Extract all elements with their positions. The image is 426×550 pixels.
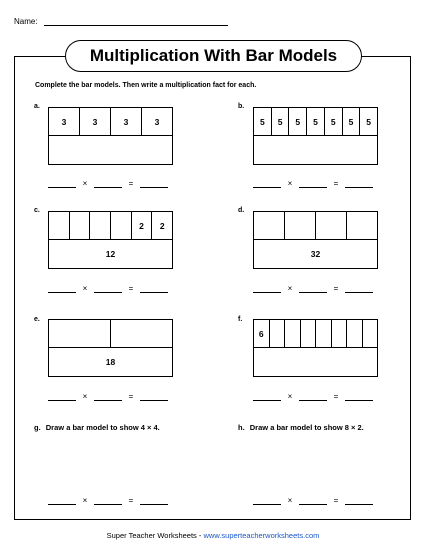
problem-a-label: a. (34, 103, 40, 110)
answer-blank[interactable] (253, 392, 281, 401)
times-sign: × (82, 284, 88, 293)
bar-cell[interactable] (49, 212, 70, 239)
bar-cell[interactable] (301, 320, 317, 347)
bar-model-c-cells (49, 212, 172, 240)
times-sign: × (287, 284, 293, 293)
equals-sign: = (333, 392, 339, 401)
answer-line-f (253, 392, 373, 401)
answer-blank[interactable] (253, 496, 281, 505)
equals-sign: = (128, 284, 134, 293)
problem-c-label: c. (34, 207, 40, 214)
bar-cell[interactable] (285, 320, 301, 347)
equals-sign: = (333, 179, 339, 188)
answer-line-b (253, 179, 373, 188)
bar-total: 12 (105, 249, 116, 259)
answer-line-g (48, 496, 168, 505)
bar-model-b (253, 107, 378, 165)
bar-cell[interactable] (90, 212, 111, 239)
bar-cell[interactable] (49, 320, 111, 347)
bar-cell: 2 (132, 212, 153, 239)
equals-sign: = (333, 284, 339, 293)
answer-blank[interactable] (345, 179, 373, 188)
answer-blank[interactable] (140, 284, 168, 293)
bar-cell[interactable] (316, 212, 347, 239)
bar-cell[interactable] (332, 320, 348, 347)
bar-cell[interactable] (347, 212, 377, 239)
answer-blank[interactable] (345, 284, 373, 293)
worksheet-title: Multiplication With Bar Models (65, 40, 362, 72)
answer-blank[interactable] (94, 179, 122, 188)
bar-cell: 5 (254, 108, 272, 135)
bar-model-f-cells (254, 320, 377, 348)
bar-total[interactable] (254, 136, 377, 164)
times-sign: × (287, 392, 293, 401)
bar-cell: 5 (366, 116, 372, 127)
answer-line-e (48, 392, 168, 401)
answer-blank[interactable] (299, 496, 327, 505)
bar-cell: 3 (49, 108, 80, 135)
bar-cell[interactable] (347, 320, 363, 347)
bar-cell[interactable] (316, 320, 332, 347)
bar-model-f (253, 319, 378, 377)
answer-blank[interactable] (94, 392, 122, 401)
instructions: Complete the bar models. Then write a multiplication fact for each. (35, 82, 257, 89)
times-sign: × (82, 496, 88, 505)
footer-brand: Super Teacher Worksheets - (106, 531, 204, 540)
answer-blank[interactable] (345, 496, 373, 505)
name-label: Name: (14, 17, 38, 26)
problem-h-text: Draw a bar model to show 8 × 2. (249, 423, 364, 432)
answer-blank[interactable] (299, 284, 327, 293)
bar-total: 18 (105, 357, 116, 367)
equals-sign: = (128, 179, 134, 188)
answer-line-a (48, 179, 168, 188)
bar-total[interactable] (49, 136, 172, 164)
answer-line-c (48, 284, 168, 293)
answer-blank[interactable] (140, 392, 168, 401)
problem-h (238, 423, 364, 432)
bar-cell[interactable] (254, 212, 285, 239)
bar-cell[interactable] (111, 320, 172, 347)
problem-g-text: Draw a bar model to show 4 × 4. (45, 423, 160, 432)
footer (0, 531, 426, 540)
answer-blank[interactable] (140, 179, 168, 188)
problem-f-label: f. (238, 316, 243, 323)
bar-total: 32 (310, 249, 321, 259)
times-sign: × (287, 496, 293, 505)
bar-cell: 5 (325, 108, 343, 135)
problem-g-label: g. (34, 423, 41, 432)
answer-blank[interactable] (299, 179, 327, 188)
bar-cell: 6 (254, 320, 270, 347)
footer-link[interactable]: www.superteacherworksheets.com (203, 531, 320, 540)
problem-h-label: h. (238, 423, 245, 432)
bar-model-e (48, 319, 173, 377)
answer-line-d (253, 284, 373, 293)
name-line (44, 25, 228, 26)
equals-sign: = (128, 496, 134, 505)
bar-model-a (48, 107, 173, 165)
bar-cell[interactable] (270, 320, 286, 347)
answer-line-h (253, 496, 373, 505)
bar-total[interactable] (254, 348, 377, 376)
times-sign: × (82, 392, 88, 401)
times-sign: × (287, 179, 293, 188)
answer-blank[interactable] (253, 284, 281, 293)
problem-g (34, 423, 160, 432)
bar-cell[interactable] (111, 212, 132, 239)
bar-cell[interactable] (363, 320, 378, 347)
answer-blank[interactable] (140, 496, 168, 505)
answer-blank[interactable] (48, 496, 76, 505)
answer-blank[interactable] (253, 179, 281, 188)
problem-d-label: d. (238, 207, 245, 214)
bar-model-d (253, 211, 378, 269)
bar-cell: 5 (307, 108, 325, 135)
bar-model-a-cells (49, 108, 172, 136)
answer-blank[interactable] (48, 179, 76, 188)
bar-model-b-cells (254, 108, 377, 136)
bar-model-c (48, 211, 173, 269)
answer-blank[interactable] (299, 392, 327, 401)
bar-cell: 5 (289, 108, 307, 135)
times-sign: × (82, 179, 88, 188)
bar-model-d-cells (254, 212, 377, 240)
bar-cell: 2 (159, 220, 165, 231)
answer-blank[interactable] (48, 392, 76, 401)
bar-cell: 5 (272, 108, 290, 135)
bar-cell: 3 (80, 108, 111, 135)
bar-model-e-cells (49, 320, 172, 348)
problem-b-label: b. (238, 103, 245, 110)
bar-cell: 3 (111, 108, 142, 135)
bar-cell: 5 (343, 108, 361, 135)
bar-cell: 3 (154, 116, 160, 127)
answer-blank[interactable] (94, 284, 122, 293)
equals-sign: = (333, 496, 339, 505)
bar-cell[interactable] (70, 212, 91, 239)
answer-blank[interactable] (345, 392, 373, 401)
problem-e-label: e. (34, 316, 40, 323)
bar-cell[interactable] (285, 212, 316, 239)
answer-blank[interactable] (94, 496, 122, 505)
answer-blank[interactable] (48, 284, 76, 293)
equals-sign: = (128, 392, 134, 401)
